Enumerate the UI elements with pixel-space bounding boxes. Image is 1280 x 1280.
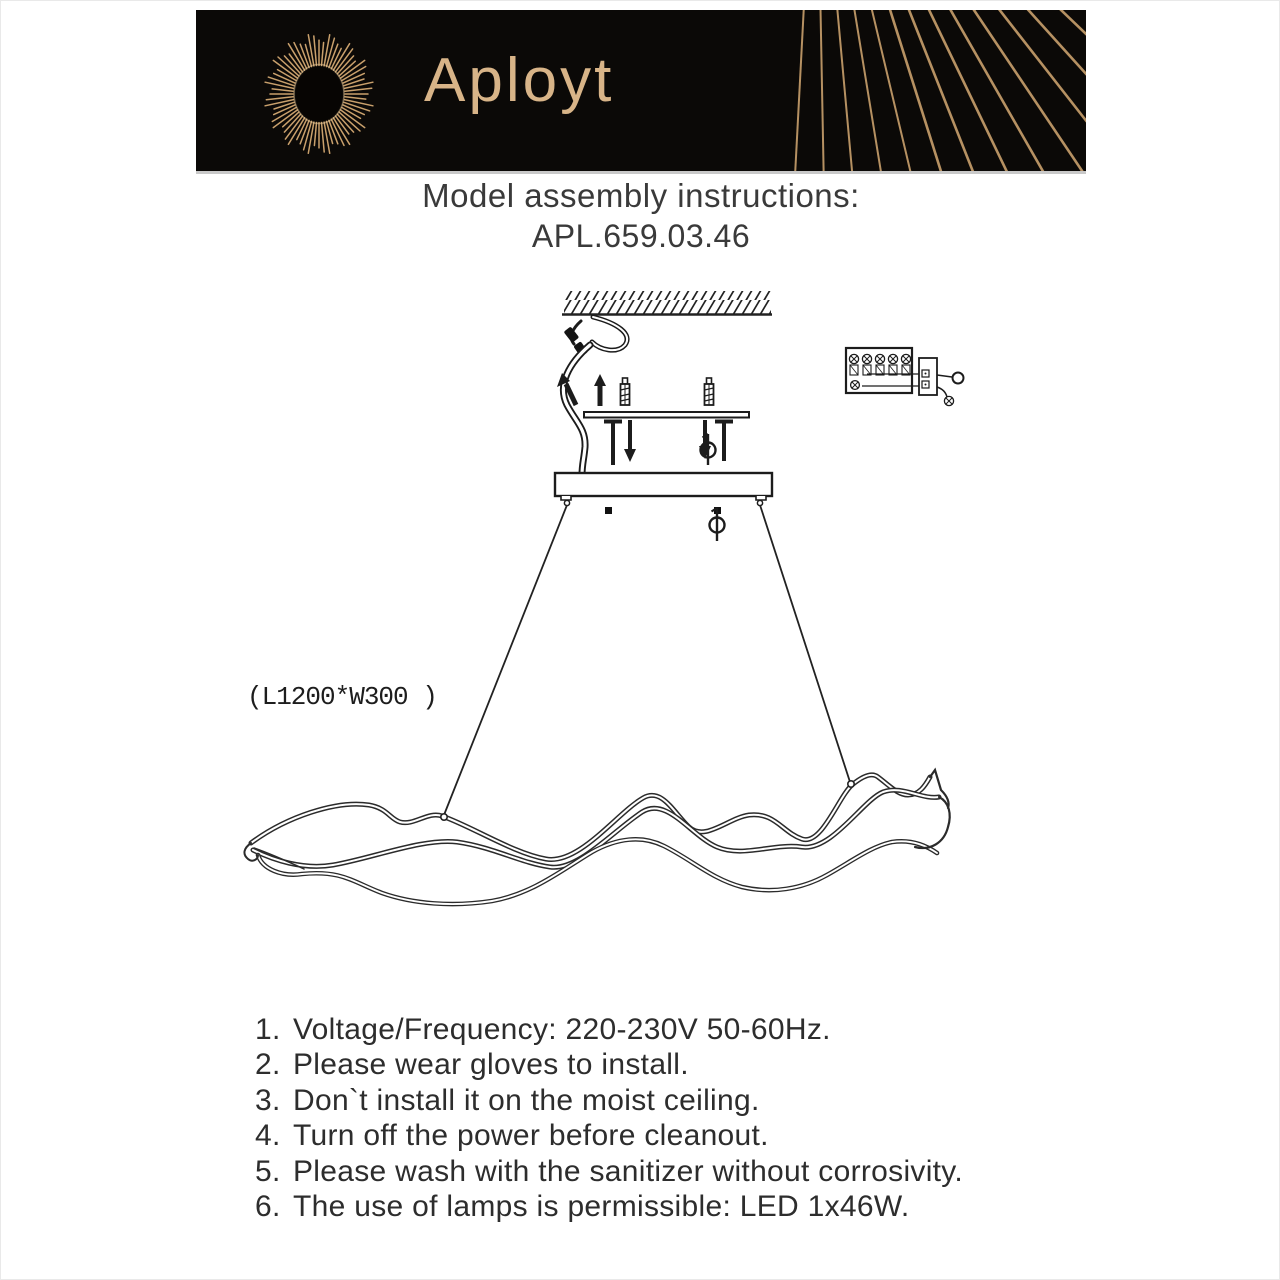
instruction-list [255, 1014, 1095, 1226]
instruction-item: 3. Don`t install it on the moist ceiling. [255, 1083, 760, 1117]
instruction-item: 1. Voltage/Frequency: 220-230V 50-60Hz. [255, 1013, 831, 1046]
suspension-cables [441, 505, 854, 820]
wall-anchor-icon [705, 378, 714, 405]
instruction-item: 5. Please wash with the sanitizer without corrosivity. [255, 1154, 964, 1188]
instruction-item: 4. Turn off the power before cleanout. [255, 1119, 769, 1153]
lamp-shade [244, 770, 949, 904]
screw-rotate-icon [710, 508, 725, 541]
wiring-diagram [846, 348, 964, 406]
canopy [555, 473, 772, 541]
instruction-item: 2. Please wear gloves to install. [255, 1048, 689, 1082]
page-title: Model assembly instructions: [422, 177, 860, 214]
instruction-item: 6. The use of lamps is permissible: LED 1x46W. [255, 1189, 910, 1223]
wall-anchor-icon [621, 378, 630, 405]
ceiling-hatch [562, 291, 772, 315]
model-number: APL.659.03.46 [531, 218, 751, 254]
dimension-label: (L1200*W300 ) [247, 682, 437, 712]
brand-name: Aployt [424, 46, 615, 115]
